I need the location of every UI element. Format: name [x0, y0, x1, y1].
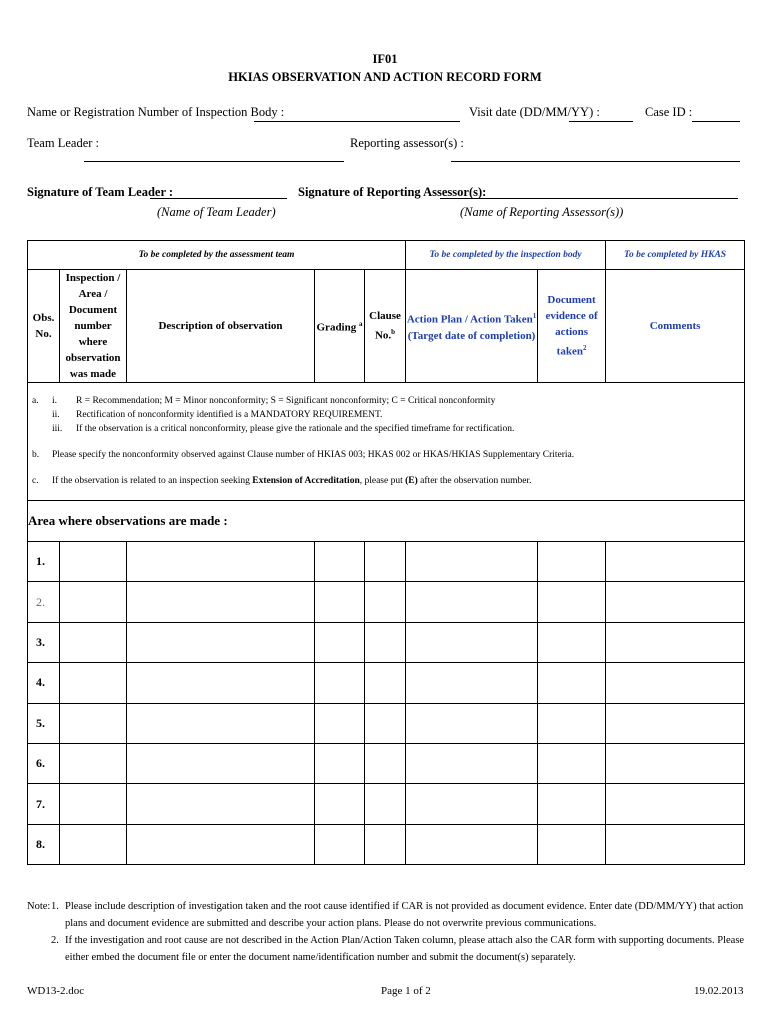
col-area: Inspection / Area / Document number where observation was made: [60, 270, 127, 383]
footer-page: Page 1 of 2: [381, 985, 431, 997]
cell-area[interactable]: [60, 622, 127, 662]
cell-clause[interactable]: [365, 703, 406, 743]
cell-doc-evidence[interactable]: [538, 622, 606, 662]
observation-table: [27, 240, 745, 865]
footnote-2-text: If the investigation and root cause are not described in the Action Plan/Action Taken column, please attach also the CAR form with supporting documents. Please either embed the document file or enter the document name/identification number and submit the document(s) separately.: [65, 935, 745, 963]
note-b-label: b.: [32, 450, 40, 460]
cell-action-plan[interactable]: [406, 582, 538, 622]
cell-clause[interactable]: [365, 663, 406, 703]
row-number: 8.: [28, 824, 60, 864]
cell-grading[interactable]: [315, 784, 365, 824]
row-number: 6.: [28, 743, 60, 783]
row-number: 2.: [28, 582, 60, 622]
group-assessment-team: To be completed by the assessment team: [28, 241, 406, 270]
case-id-field[interactable]: [692, 121, 740, 122]
table-row: [28, 542, 745, 582]
col-comments: Comments: [606, 270, 745, 383]
col-action-plan-label: Action Plan / Action Taken: [406, 313, 533, 326]
cell-grading[interactable]: [315, 542, 365, 582]
cell-doc-evidence[interactable]: [538, 824, 606, 864]
cell-clause[interactable]: [365, 542, 406, 582]
cell-grading[interactable]: [315, 582, 365, 622]
form-title: HKIAS OBSERVATION AND ACTION RECORD FORM: [228, 70, 542, 84]
grading-notes: [28, 383, 745, 501]
group-hkias: To be completed by HKAS: [606, 241, 745, 270]
case-id-label: Case ID :: [645, 105, 693, 119]
cell-comments[interactable]: [606, 622, 745, 662]
cell-description[interactable]: [127, 542, 315, 582]
col-grading-sup: a: [358, 320, 363, 329]
row-number: 1.: [28, 542, 60, 582]
visit-date-field[interactable]: [569, 121, 633, 122]
cell-comments[interactable]: [606, 542, 745, 582]
table-row: [28, 663, 745, 703]
sig-assessor-caption: (Name of Reporting Assessor(s)): [460, 205, 624, 219]
cell-comments[interactable]: [606, 824, 745, 864]
inspection-body-label: Name or Registration Number of Inspection Body :: [27, 105, 285, 119]
sig-team-leader-label: Signature of Team Leader :: [27, 185, 174, 199]
col-grading: [315, 270, 365, 383]
cell-comments[interactable]: [606, 784, 745, 824]
cell-grading[interactable]: [315, 622, 365, 662]
note-c-part3: after the observation number.: [417, 476, 532, 486]
cell-comments[interactable]: [606, 582, 745, 622]
note-b-text: Please specify the nonconformity observed against Clause number of HKIAS 003; HKAS 002 or HKAS/HKIAS Supplementary Criteria.: [52, 450, 575, 460]
cell-area[interactable]: [60, 663, 127, 703]
cell-doc-evidence[interactable]: [538, 784, 606, 824]
cell-action-plan[interactable]: [406, 622, 538, 662]
visit-date-label: Visit date (DD/MM/YY) :: [469, 105, 600, 119]
cell-grading[interactable]: [315, 743, 365, 783]
cell-description[interactable]: [127, 824, 315, 864]
table-row: [28, 703, 745, 743]
col-doc-evidence-sup: 2: [582, 344, 587, 353]
cell-clause[interactable]: [365, 622, 406, 662]
footer-date: 19.02.2013: [694, 985, 744, 997]
sig-team-leader-caption: (Name of Team Leader): [157, 205, 276, 219]
note-a-iii-text: If the observation is a critical nonconformity, please give the rationale and the specified timeframe for rectification.: [76, 424, 515, 434]
table-row: [28, 622, 745, 662]
note-a-ii-num: ii.: [52, 410, 60, 420]
group-inspection-body: To be completed by the inspection body: [406, 241, 606, 270]
cell-doc-evidence[interactable]: [538, 582, 606, 622]
cell-description[interactable]: [127, 703, 315, 743]
cell-doc-evidence[interactable]: [538, 663, 606, 703]
area-heading: Area where observations are made :: [28, 501, 745, 542]
sig-assessor-field[interactable]: [440, 198, 738, 199]
cell-area[interactable]: [60, 824, 127, 864]
cell-doc-evidence[interactable]: [538, 703, 606, 743]
cell-description[interactable]: [127, 582, 315, 622]
row-number: 3.: [28, 622, 60, 662]
col-grading-label: Grading: [316, 321, 357, 334]
cell-description[interactable]: [127, 743, 315, 783]
cell-area[interactable]: [60, 784, 127, 824]
cell-doc-evidence[interactable]: [538, 542, 606, 582]
note-a-i-text: R = Recommendation; M = Minor nonconformity; S = Significant nonconformity; C = Critical nonconformity: [76, 396, 496, 406]
note-a-iii-num: iii.: [52, 424, 63, 434]
cell-comments[interactable]: [606, 743, 745, 783]
footnote-1-text: Please include description of investigation taken and the root cause identified if CAR is not provided as document evidence. Enter date (DD/MM/YY) that action plans and document evidence are submitted and describe your action plans. Please do not overwrite previous communications.: [65, 901, 744, 929]
col-doc-evidence-label: Document evidence of actions taken: [545, 294, 598, 358]
team-leader-label: Team Leader :: [27, 136, 99, 150]
team-leader-field[interactable]: [84, 161, 344, 162]
col-description: Description of observation: [127, 270, 315, 383]
cell-area[interactable]: [60, 703, 127, 743]
col-action-plan: [406, 270, 538, 383]
cell-action-plan[interactable]: [406, 824, 538, 864]
note-a-ii-text: Rectification of nonconformity identified is a MANDATORY REQUIREMENT.: [76, 410, 383, 420]
row-number: 7.: [28, 784, 60, 824]
note-c-text: [52, 474, 532, 488]
footnote-1-num: 1.: [51, 901, 59, 912]
cell-action-plan[interactable]: [406, 542, 538, 582]
cell-clause[interactable]: [365, 824, 406, 864]
form-code: IF01: [372, 52, 398, 66]
footer-doc-name: WD13-2.doc: [27, 985, 85, 997]
cell-description[interactable]: [127, 622, 315, 662]
sig-assessor-label: Signature of Reporting Assessor(s):: [298, 185, 487, 199]
cell-description[interactable]: [127, 784, 315, 824]
note-a-i-num: i.: [52, 396, 58, 406]
cell-clause[interactable]: [365, 784, 406, 824]
note-c-bold1: Extension of Accreditation: [252, 476, 360, 486]
cell-action-plan[interactable]: [406, 743, 538, 783]
cell-area[interactable]: [60, 542, 127, 582]
cell-comments[interactable]: [606, 663, 745, 703]
cell-grading[interactable]: [315, 703, 365, 743]
sig-team-leader-field[interactable]: [150, 198, 287, 199]
cell-area[interactable]: [60, 743, 127, 783]
reporting-assessor-field[interactable]: [451, 161, 740, 162]
col-doc-evidence: [538, 270, 606, 383]
cell-action-plan[interactable]: [406, 663, 538, 703]
note-label: Note:: [27, 901, 51, 912]
table-row: [28, 743, 745, 783]
note-c-part2: , please put: [359, 476, 406, 486]
cell-clause[interactable]: [365, 582, 406, 622]
row-number: 5.: [28, 703, 60, 743]
col-clause-sup: b: [391, 328, 396, 337]
cell-comments[interactable]: [606, 703, 745, 743]
cell-action-plan[interactable]: [406, 784, 538, 824]
row-number: 4.: [28, 663, 60, 703]
col-obs-no: Obs. No.: [28, 270, 60, 383]
table-row: [28, 784, 745, 824]
note-a-label: a.: [32, 396, 39, 406]
note-c-part1: If the observation is related to an inspection seeking: [52, 476, 253, 486]
cell-grading[interactable]: [315, 663, 365, 703]
col-action-plan-sub: (Target date of completion): [407, 329, 536, 342]
table-row: [28, 582, 745, 622]
cell-clause[interactable]: [365, 743, 406, 783]
col-clause: [365, 270, 406, 383]
cell-description[interactable]: [127, 663, 315, 703]
cell-doc-evidence[interactable]: [538, 743, 606, 783]
note-c-label: c.: [32, 476, 39, 486]
table-row: [28, 824, 745, 864]
cell-grading[interactable]: [315, 824, 365, 864]
inspection-body-field[interactable]: [254, 121, 460, 122]
col-action-plan-sup: 1: [532, 312, 537, 321]
col-clause-label: Clause No.: [369, 310, 401, 342]
reporting-assessor-label: Reporting assessor(s) :: [350, 136, 464, 150]
cell-area[interactable]: [60, 582, 127, 622]
cell-action-plan[interactable]: [406, 703, 538, 743]
footnote-2-num: 2.: [51, 935, 59, 946]
note-c-bold2: (E): [405, 476, 418, 486]
